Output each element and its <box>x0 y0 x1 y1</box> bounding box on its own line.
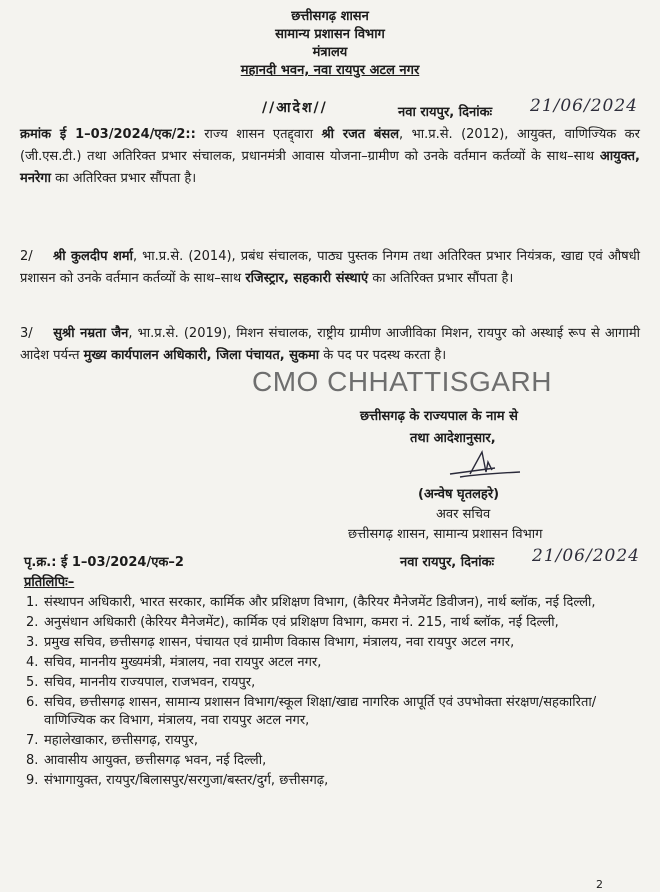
copy-list-item <box>26 594 636 612</box>
copy-list-item <box>26 752 636 770</box>
assigned-post-3: मुख्य कार्यपालन अधिकारी, जिला पंचायत, सुकमा <box>83 348 320 363</box>
header-ministry: मंत्रालय <box>312 45 348 60</box>
signature-graphic <box>440 444 530 484</box>
copy-list-item <box>26 654 636 672</box>
copy-list-item-number: 8. <box>26 753 39 768</box>
copy-list-item <box>26 674 636 692</box>
endorsement-date-handwritten: 21/06/2024 <box>532 546 640 566</box>
watermark: CMO CHHATTISGARH <box>252 366 552 397</box>
copy-list-item-text: आवासीय आयुक्त, छत्तीसगढ़ भवन, नई दिल्ली, <box>44 753 267 768</box>
paragraph-2-text-a: , भा.प्र.से. (2014), प्रबंध संचालक, पाठ्य पुस्तक निगम तथा अतिरिक्त प्रभार नियंत्रक, खाद्य एवं औषधी प्रशासन को उनके वर्तमान कर्तव्यों के साथ–साथ <box>20 249 640 286</box>
endorsement-date-label: नवा रायपुर, दिनांकः <box>400 555 495 570</box>
copy-list-item-number: 9. <box>26 773 39 788</box>
paragraph-3 <box>20 323 640 367</box>
governor-order-line-2: तथा आदेशानुसार, <box>410 431 496 446</box>
copy-list-item-text: अनुसंधान अधिकारी (केरियर मैनेजमेंट), कार्मिक एवं प्रशिक्षण विभाग, कमरा नं. 215, नार्थ ब्लॉक, नई दिल्ली, <box>44 615 559 630</box>
page-number: 2 <box>596 878 603 891</box>
copy-list-item-text: महालेखाकार, छत्तीसगढ़, रायपुर, <box>44 733 199 748</box>
copy-list-item <box>26 614 636 632</box>
assigned-post-1: आयुक्त, मनरेगा <box>20 149 640 186</box>
endorsement-reference: पृ.क्र.: ई 1–03/2024/एक–2 <box>24 555 184 570</box>
copy-list-item-number: 5. <box>26 675 39 690</box>
signatory-designation: अवर सचिव <box>436 507 491 522</box>
copy-list-item-number: 3. <box>26 635 39 650</box>
copy-list-item-text: संभागायुक्त, रायपुर/बिलासपुर/सरगुजा/बस्तर/दुर्ग, छत्तीसगढ़, <box>44 773 329 788</box>
header-address: महानदी भवन, नवा रायपुर अटल नगर <box>240 63 420 78</box>
assigned-post-2: रजिस्ट्रार, सहकारी संस्थाएं <box>245 271 369 286</box>
order-title: //आदेश// <box>262 100 328 116</box>
copy-list <box>26 594 636 792</box>
paragraph-1-text-b: , भा.प्र.से. (2012), आयुक्त, वाणिज्यिक कर (जी.एस.टी.) तथा अतिरिक्त प्रभार संचालक, प्रधानमंत्री आवास योजना–ग्रामीण को उनके वर्तमान कर्तव्यों के साथ–साथ <box>20 127 640 164</box>
header-department: सामान्य प्रशासन विभाग <box>275 27 385 42</box>
officer-name-2: श्री कुलदीप शर्मा <box>52 249 133 264</box>
copy-list-item-number: 1. <box>26 595 39 610</box>
copy-list-item-text: सचिव, छत्तीसगढ़ शासन, सामान्य प्रशासन विभाग/स्कूल शिक्षा/खाद्य नागरिक आपूर्ति एवं उपभोक्ता संरक्षण/सहकारिता/वाणिज्यिक कर विभाग, मंत्रालय, नवा रायपुर अटल नगर, <box>44 695 597 728</box>
paragraph-2 <box>20 246 640 290</box>
copy-list-item-text: सचिव, माननीय मुख्यमंत्री, मंत्रालय, नवा रायपुर अटल नगर, <box>44 655 322 670</box>
paragraph-1-text-a: राज्य शासन एतद्द्वारा <box>195 127 322 142</box>
copy-list-item-number: 7. <box>26 733 39 748</box>
paragraph-1 <box>20 124 640 190</box>
paragraph-1-text-c: का अतिरिक्त प्रभार सौंपता है। <box>51 171 197 186</box>
paragraph-2-number: 2/ <box>20 249 33 264</box>
copy-list-item <box>26 772 636 790</box>
copy-to-label: प्रतिलिपिः– <box>24 575 75 590</box>
copy-list-item-text: सचिव, माननीय राज्यपाल, राजभवन, रायपुर, <box>44 675 256 690</box>
governor-order-line-1: छत्तीसगढ़ के राज्यपाल के नाम से <box>360 409 518 424</box>
paragraph-2-text-b: का अतिरिक्त प्रभार सौंपता है। <box>368 271 514 286</box>
order-reference: क्रमांक ई 1–03/2024/एक/2:: <box>20 127 196 142</box>
copy-list-item <box>26 694 636 730</box>
officer-name-1: श्री रजत बंसल <box>321 127 400 142</box>
header-government: छत्तीसगढ़ शासन <box>291 9 369 24</box>
copy-list-item <box>26 732 636 750</box>
copy-list-item-number: 2. <box>26 615 39 630</box>
copy-list-item-number: 6. <box>26 695 39 710</box>
copy-list-item-text: प्रमुख सचिव, छत्तीसगढ़ शासन, पंचायत एवं ग्रामीण विकास विभाग, मंत्रालय, नवा रायपुर अटल नगर, <box>44 635 515 650</box>
copy-list-item-text: संस्थापन अधिकारी, भारत सरकार, कार्मिक और प्रशिक्षण विभाग, (कैरियर मैनेजमेंट डिवीजन), नार्थ ब्लॉक, नई दिल्ली, <box>44 595 596 610</box>
copy-list-item <box>26 634 636 652</box>
order-date-label: नवा रायपुर, दिनांकः <box>398 105 493 120</box>
paragraph-3-text-b: के पद पर पदस्थ करता है। <box>319 348 447 363</box>
officer-name-3: सुश्री नम्रता जैन <box>53 326 129 341</box>
copy-list-item-number: 4. <box>26 655 39 670</box>
order-date-handwritten: 21/06/2024 <box>530 96 638 116</box>
signatory-department: छत्तीसगढ़ शासन, सामान्य प्रशासन विभाग <box>348 527 543 542</box>
paragraph-3-number: 3/ <box>20 326 33 341</box>
signatory-name: (अन्वेष घृतलहरे) <box>418 487 500 502</box>
paragraph-3-text-a: , भा.प्र.से. (2019), मिशन संचालक, राष्ट्रीय ग्रामीण आजीविका मिशन, रायपुर को अस्थाई रूप से आगामी आदेश पर्यन्त <box>20 326 640 363</box>
